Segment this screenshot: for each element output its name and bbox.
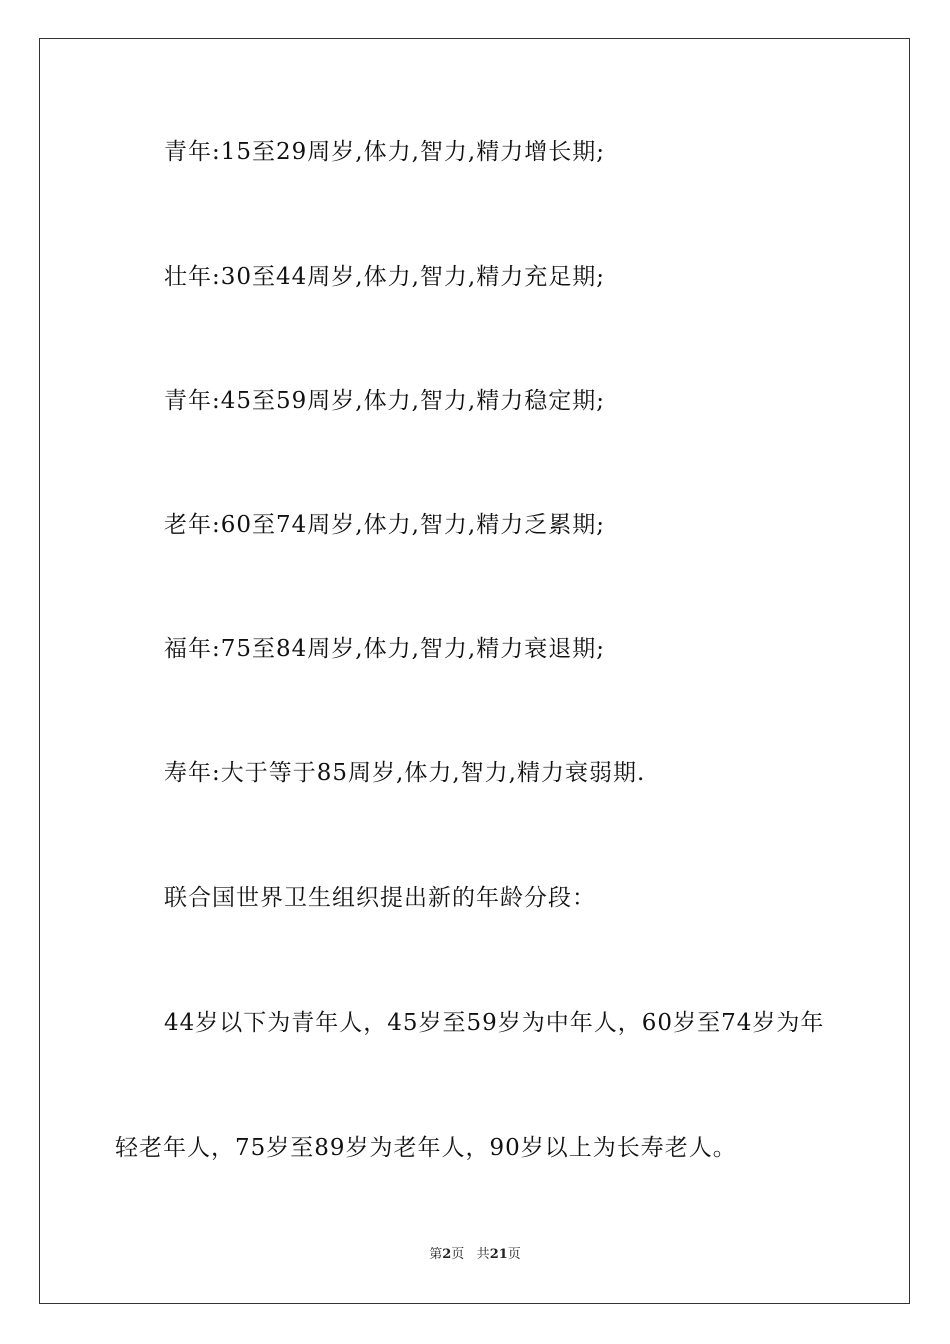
footer-total-pages: 21 (489, 1247, 508, 1262)
paragraph-old: 老年:60至74周岁,体力,智力,精力乏累期; (164, 512, 605, 538)
footer-page-number: 2 (442, 1247, 452, 1262)
paragraph-middle: 青年:45至59周岁,体力,智力,精力稳定期; (164, 388, 605, 414)
footer-total-prefix: 共 (476, 1247, 490, 1262)
page-border (39, 38, 910, 1304)
paragraph-who-line-1: 44岁以下为青年人，45岁至59岁为中年人，60岁至74岁为年 (164, 1010, 825, 1036)
page-footer (0, 1246, 950, 1264)
paragraph-prime: 壮年:30至44周岁,体力,智力,精力充足期; (164, 264, 605, 290)
paragraph-who-intro: 联合国世界卫生组织提出新的年龄分段： (164, 885, 596, 911)
paragraph-fortune: 福年:75至84周岁,体力,智力,精力衰退期; (164, 636, 605, 662)
footer-page-suffix: 页 (451, 1247, 465, 1262)
paragraph-youth: 青年:15至29周岁,体力,智力,精力增长期; (164, 139, 605, 165)
footer-page-prefix: 第 (429, 1247, 443, 1262)
paragraph-longevity: 寿年:大于等于85周岁,体力,智力,精力衰弱期. (164, 760, 646, 786)
paragraph-who-line-2: 轻老年人，75岁至89岁为老年人，90岁以上为长寿老人。 (115, 1135, 737, 1161)
footer-total-suffix: 页 (507, 1247, 521, 1262)
